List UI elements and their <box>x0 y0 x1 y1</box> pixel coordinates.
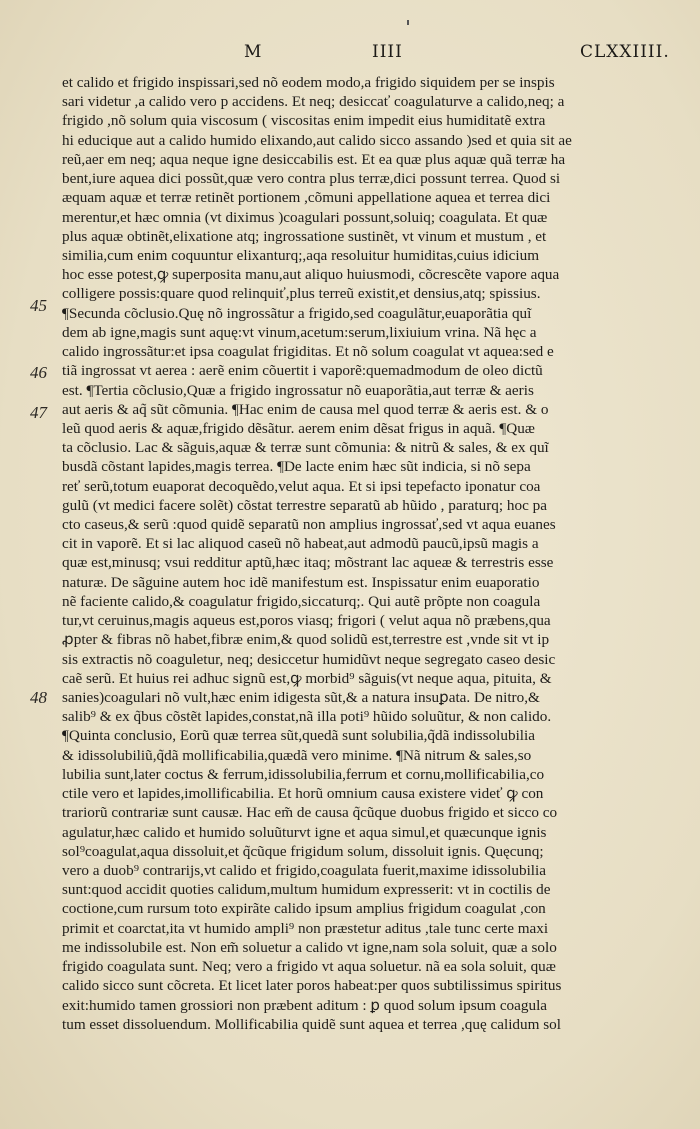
text-line: calido sicco sunt cõcreta. Et licet later poros habeat:per quos subtilissimus spiritus <box>62 977 562 995</box>
text-line: agulatur,hæc calido et humido soluũturvt igne et aqua simul,et quæcunque ignis <box>62 823 547 841</box>
text-line: calido ingrossãtur:et ipsa coagulat frigiditas. Et nõ solum coagulat vt aquea:sed e <box>62 343 554 361</box>
text-line: reť serũ,totum euaporat decoquẽdo,velut aqua. Et si ipsi tepefacto iponatur coa <box>62 477 541 495</box>
text-line: quæ est,minusq; vsui redditur aptũ,hæc itaq; mõstrant lac aqueæ & terrestris esse <box>62 554 554 572</box>
text-line: busdã cõstant lapides,magis terrea. ¶De lacte enim hæc sũt indicia, si nõ sepa <box>62 458 531 476</box>
text-line: cto caseus,& serũ :quod quidẽ separatũ non amplius ingrossať,sed vt aqua euanes <box>62 516 556 534</box>
text-line: hi educique aut a calido humido elixando,aut calido sicco assando )sed et quia sit ae <box>62 131 572 149</box>
text-line: ctile vero et lapides,imollificabilia. Et horũ omnium causa existere videť ꝙ con <box>62 785 544 803</box>
text-line: leũ quod aeris & aquæ,frigido dẽsãtur. aerem enim dẽsat frigus in aquã. ¶Quæ <box>62 419 535 437</box>
margin-number: 46 <box>30 363 47 382</box>
text-line: reũ,aer em neq; aqua neque igne desiccabilis est. Et ea quæ plus aquæ quã terræ ha <box>62 150 566 168</box>
text-line: tum esset dissoluendum. Mollificabilia quidẽ sunt aquea et terrea ,quę calidum sol <box>62 1015 561 1033</box>
text-line: æquam aquæ et terræ retinẽt portionem ,cõmuni appellatione aquea et terrea dici <box>62 189 551 207</box>
text-line: similia,cum enim coquuntur elixanturq;,aqa resoluitur humiditas,cuius idicium <box>62 246 540 264</box>
text-line: & idissolubiliũ,q̃dã mollificabilia,quædã vero minime. ¶Nã nitrum & sales,so <box>62 746 532 764</box>
text-line: primit et coarctat,ita vt humido ampli⁹ non præstetur aditus ,tale tunc certe maxi <box>62 919 549 937</box>
text-line: tur,vt ceruinus,magis aqueus est,poros viasq; frigori ( velut aqua nõ præbens,qua <box>62 612 551 630</box>
text-line: ¶Secunda cõclusio.Quę nõ ingrossãtur a frigido,sed coagulãtur,euaporãtia quĩ <box>62 304 532 322</box>
text-line: bent,iure aquea dici possũt,quæ vero contra plus terræ,dici possunt terrea. Quod si <box>62 170 561 188</box>
text-line: ꝓpter & fibras nõ habet,fibræ enim,& quod solidũ est,terrestre est ,vnde sit vt ip <box>62 631 550 649</box>
text-line: sanies)coagulari nõ vult,hæc enim idigesta sũt,& a natura insuꝑata. De nitro,& <box>62 689 540 706</box>
text-line: ta cõclusio. Lac & sãguis,aquæ & terræ sunt cõmunia: & nitrũ & sales, & ex quĩ <box>62 439 549 457</box>
margin-number: 45 <box>30 296 47 315</box>
text-line: gulũ (vt medici facere solẽt) cõstat terrestre separatũ ab hũido , paraturq; hoc pa <box>62 496 547 514</box>
signature-mark: M <box>244 42 263 62</box>
text-line: sis extractis nõ coaguletur, neq; desiccetur humidũvt neque segregato caseo desic <box>62 650 556 668</box>
text-line: ¶Quinta conclusio, Eorũ quæ terrea sũt,quedã sunt solubilia,q̃dã indissolubilia <box>62 727 535 745</box>
running-header <box>0 42 700 72</box>
gathering-number: IIII <box>372 42 403 62</box>
text-line: colligere possis:quare quod relinquiť,plus terreũ existit,et densius,atq; spissius. <box>62 285 541 303</box>
folio-number: CLXXIIII. <box>580 42 670 62</box>
text-line: vero a duob⁹ contrarijs,vt calido et frigido,coagulata fuerit,maxime idissolubilia <box>62 861 546 879</box>
text-line: caẽ serũ. Et huius rei adhuc signũ est,ꝙ morbid⁹ sãguis(vt neque aqua, pituita, & <box>62 669 552 687</box>
text-line: me indissolubile est. Non em̃ soluetur a calido vt igne,nam sola soluit, quæ a solo <box>62 938 557 956</box>
text-line: sol⁹coagulat,aqua dissoluit,et q̃cũque frigidum solum, dissoluit ignis. Quęcunq; <box>62 842 544 860</box>
text-line: merentur,et hæc omnia (vt diximus )coagulari possunt,soluiq; coagulata. Et quæ <box>62 208 548 226</box>
text-line: frigido coagulata sunt. Neq; vero a frigido vt aqua soluetur. nã ea sola soluit, quæ <box>62 958 556 976</box>
text-line: et calido et frigido inspissari,sed nõ eodem modo,a frigido siquidem per se inspis <box>62 74 555 91</box>
text-line: nẽ faciente calido,& coagulatur frigido,siccaturq;. Qui autẽ prõpte non coagula <box>62 592 541 610</box>
text-line: tiã ingrossat vt aerea : aerẽ enim cõuertit i vaporẽ:quemadmodum de oleo dictũ <box>62 362 543 380</box>
text-line: salib⁹ & ex q̃bus cõstẽt lapides,constat,nã illa poti⁹ hũido soluũtur, & non calido. <box>62 708 552 726</box>
text-line: coctione,cum rursum toto expirãte calido ipsum amplius frigidum coagulat ,con <box>62 900 546 918</box>
text-line: sari videtur ,a calido vero p accidens. Et neq; desiccať coagulaturve a calido,neq; a <box>62 93 565 111</box>
text-line: naturæ. De sãguine autem hoc idẽ manifestum est. Inspissatur enim euaporatio <box>62 573 540 591</box>
margin-number: 48 <box>30 688 47 707</box>
ink-mark <box>407 20 409 25</box>
body-text <box>62 73 668 1034</box>
text-line: lubilia sunt,later coctus & ferrum,idissolubilia,ferrum et cornu,mollificabilia,co <box>62 765 545 783</box>
text-line: est. ¶Tertia cõclusio,Quæ a frigido ingrossatur nõ euaporãtia,aut terræ & aeris <box>62 381 534 399</box>
text-line: cit in vaporẽ. Et si lac aliquod caseũ nõ habeat,aut admodũ paucũ,ipsũ magis a <box>62 535 539 553</box>
text-line: plus aquæ obtinẽt,elixatione atq; ingrossatione sustinẽt, vt vinum et mustum , et <box>62 227 547 245</box>
margin-number: 47 <box>30 403 47 422</box>
text-line: sunt:quod accidit quoties calidum,multum humidum expresserit: vt in coctilis de <box>62 881 551 899</box>
text-line: frigido ,nõ solum quia viscosum ( viscositas enim impedit eius humiditatẽ extra <box>62 112 546 130</box>
text-line: exit:humido tamen grossiori non præbent aditum : ꝑ quod solum ipsum coagula <box>62 996 548 1014</box>
text-line: aut aeris & aq̃ sũt cõmunia. ¶Hac enim de causa mel quod terræ & aeris est. & o <box>62 400 549 418</box>
text-line: hoc esse potest,ꝙ superposita manu,aut aliquo huiusmodi, cõcrescẽte vapore aqua <box>62 266 560 284</box>
text-line: dem ab igne,magis sunt aquę:vt vinum,acetum:serum,lixiuium vrina. Nã hęc a <box>62 323 537 341</box>
text-line: trariorũ contrariæ sunt causæ. Hac em̃ de causa q̃cũque duobus frigido et sicco co <box>62 804 558 822</box>
